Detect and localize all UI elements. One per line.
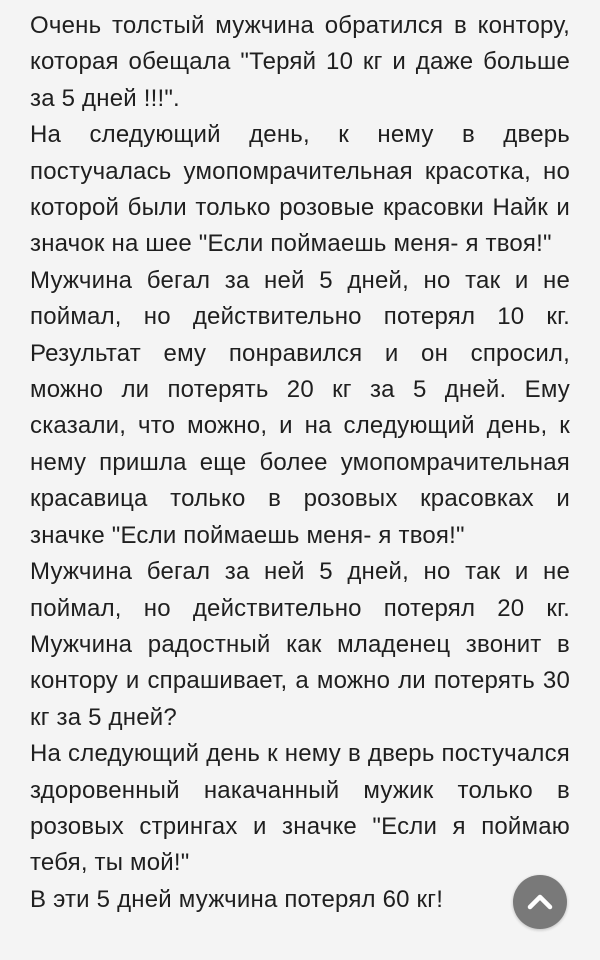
paragraph-2: На следующий день, к нему в дверь постучалась умопомрачительная красотка, но которой были только розовые красовки Найк и значок на шее "Если поймаешь меня- я твоя!" bbox=[30, 121, 570, 258]
paragraph-4: Мужчина бегал за ней 5 дней, но так и не поймал, но действительно потерял 20 кг. Мужчина радостный как младенец звонит в контору и спрашивает, а можно ли потерять 30 кг за 5 дней? bbox=[30, 558, 570, 731]
paragraph-3: Мужчина бегал за ней 5 дней, но так и не поймал, но действительно потерял 10 кг. Результат ему понравился и он спросил, можно ли потерять 20 кг за 5 дней. Ему сказали, что можно, и на следующий день, к нему пришла еще более умопомрачительная красавица только в розовых красовках и значке "Если поймаешь меня- я твоя!" bbox=[30, 266, 570, 549]
paragraph-6: В эти 5 дней мужчина потерял 60 кг! bbox=[30, 885, 444, 913]
article-body bbox=[30, 8, 570, 918]
paragraph-1: Очень толстый мужчина обратился в контору, которая обещала "Теряй 10 кг и даже больше за 5 дней !!!". bbox=[30, 12, 570, 112]
scroll-to-top-button[interactable] bbox=[513, 875, 567, 929]
paragraph-5: На следующий день к нему в дверь постучался здоровенный накачанный мужик только в розовых стрингах и значке "Если я поймаю тебя, ты мой!" bbox=[30, 740, 570, 877]
chevron-up-icon bbox=[523, 885, 557, 919]
